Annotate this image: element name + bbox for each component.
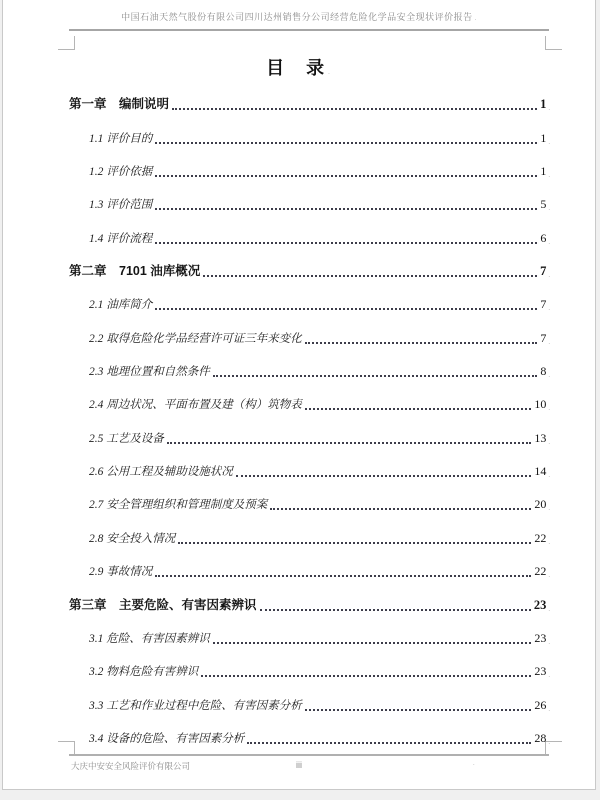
toc-entry-page-number: 13: [534, 430, 547, 445]
toc-entry-label: 3.1 危险、有害因素辨识: [89, 632, 210, 645]
toc-title-end-mark: .: [328, 70, 332, 76]
toc-entry[interactable]: [69, 386, 550, 419]
margin-crop-mark-top-right: [545, 36, 562, 50]
toc-entry-page-number: 7: [540, 264, 547, 279]
toc-entry-page-number: 22: [534, 564, 547, 579]
header-rule: [69, 29, 549, 31]
toc-entry-end-mark: .: [548, 439, 550, 446]
toc-entry-end-mark: .: [548, 339, 550, 346]
toc-entry-label: 第三章 主要危险、有害因素辨识: [69, 597, 257, 612]
page-header: [3, 10, 595, 23]
footer-rule: [69, 754, 549, 756]
toc-entry-page-number: 28: [534, 730, 547, 745]
toc-entry[interactable]: [69, 686, 550, 719]
toc-dot-leader: [155, 575, 531, 577]
toc-entry-label: 1.4 评价流程: [89, 232, 153, 245]
toc-entry-end-mark: .: [548, 473, 550, 480]
toc-entry-page-number: 14: [534, 464, 547, 479]
toc-entry-label: 2.9 事故情况: [89, 566, 153, 579]
toc-entry-end-mark: .: [548, 106, 550, 113]
toc-entry[interactable]: [69, 486, 550, 519]
toc-entry-end-mark: .: [548, 706, 550, 713]
toc-dot-leader: [305, 408, 532, 410]
toc-dot-leader: [172, 108, 537, 110]
toc-entry-end-mark: .: [548, 673, 550, 680]
toc-entry-label: 3.4 设备的危险、有害因素分析: [89, 732, 245, 745]
toc-dot-leader: [270, 508, 531, 510]
toc-title-text: 目 录: [266, 58, 327, 78]
toc-entry-label: 3.2 物料危险有害辨识: [89, 666, 199, 679]
toc-entry-label: 2.7 安全管理组织和管理制度及预案: [89, 499, 268, 512]
toc-entry-label: 2.8 安全投入情况: [89, 532, 176, 545]
toc-entry[interactable]: [69, 86, 550, 119]
margin-crop-mark-top-left: [58, 36, 75, 50]
toc-entry-end-mark: .: [548, 373, 550, 380]
toc-list: [69, 86, 550, 753]
toc-entry-end-mark: .: [548, 239, 550, 246]
toc-entry[interactable]: [69, 153, 550, 186]
toc-entry-label: 第一章 编制说明: [69, 97, 170, 112]
toc-entry[interactable]: [69, 286, 550, 319]
toc-dot-leader: [305, 709, 532, 711]
toc-dot-leader: [236, 475, 532, 477]
toc-entry-label: 2.6 公用工程及辅助设施状况: [89, 466, 233, 479]
toc-entry-label: 2.4 周边状况、平面布置及建（构）筑物表: [89, 399, 302, 412]
toc-entry-end-mark: .: [548, 639, 550, 646]
toc-entry[interactable]: [69, 219, 550, 252]
toc-entry-page-number: 22: [534, 530, 547, 545]
toc-entry[interactable]: [69, 319, 550, 352]
toc-entry-end-mark: .: [548, 139, 550, 146]
toc-entry-page-number: 7: [540, 330, 547, 345]
toc-entry[interactable]: [69, 620, 550, 653]
toc-entry[interactable]: [69, 586, 550, 619]
toc-entry[interactable]: [69, 186, 550, 219]
toc-dot-leader: [203, 275, 537, 277]
toc-entry-page-number: 5: [540, 197, 547, 212]
toc-entry-page-number: 1: [540, 97, 547, 112]
toc-dot-leader: [305, 342, 538, 344]
toc-entry-label: 3.3 工艺和作业过程中危险、有害因素分析: [89, 699, 302, 712]
toc-entry[interactable]: [69, 720, 550, 753]
toc-entry[interactable]: [69, 119, 550, 152]
toc-entry-page-number: 26: [534, 697, 547, 712]
toc-entry-page-number: 23: [533, 597, 547, 612]
toc-entry[interactable]: [69, 653, 550, 686]
toc-entry[interactable]: [69, 553, 550, 586]
footer-company: 大庆中安安全风险评价有限公司: [71, 761, 191, 771]
toc-dot-leader: [155, 175, 537, 177]
footer-end-mark: .: [473, 761, 475, 767]
toc-entry-page-number: 23: [534, 664, 547, 679]
toc-dot-leader: [247, 742, 531, 744]
toc-entry-end-mark: .: [548, 306, 550, 313]
toc-entry-page-number: 23: [534, 630, 547, 645]
toc-entry-end-mark: .: [548, 606, 550, 613]
toc-entry-page-number: 7: [540, 297, 547, 312]
toc-entry-page-number: 6: [540, 230, 547, 245]
toc-dot-leader: [155, 242, 537, 244]
toc-entry-label: 1.3 评价范围: [89, 199, 153, 212]
toc-entry-end-mark: .: [548, 539, 550, 546]
toc-entry[interactable]: [69, 419, 550, 452]
toc-entry-label: 2.3 地理位置和自然条件: [89, 366, 210, 379]
document-page: [2, 0, 596, 790]
toc-entry-page-number: 1: [540, 164, 547, 179]
toc-entry-label: 1.2 评价依据: [89, 166, 153, 179]
toc-entry-page-number: 8: [540, 364, 547, 379]
toc-dot-leader: [260, 609, 531, 611]
toc-entry-label: 2.5 工艺及设备: [89, 432, 164, 445]
toc-entry-end-mark: .: [548, 739, 550, 746]
toc-entry-label: 第二章 7101 油库概况: [69, 264, 201, 279]
toc-entry-end-mark: .: [548, 573, 550, 580]
toc-entry-page-number: 10: [534, 397, 547, 412]
toc-entry[interactable]: [69, 253, 550, 286]
footer-page-number: iii: [296, 760, 302, 770]
toc-entry-end-mark: .: [548, 206, 550, 213]
toc-entry-end-mark: .: [548, 173, 550, 180]
toc-entry[interactable]: [69, 353, 550, 386]
toc-dot-leader: [213, 642, 532, 644]
toc-title: [3, 54, 595, 80]
toc-dot-leader: [155, 142, 537, 144]
toc-entry-label: 1.1 评价目的: [89, 132, 153, 145]
toc-dot-leader: [178, 542, 531, 544]
toc-entry-end-mark: .: [548, 273, 550, 280]
header-title: 中国石油天然气股份有限公司四川达州销售分公司经营危险化学品安全现状评价报告: [121, 12, 473, 22]
toc-dot-leader: [201, 675, 531, 677]
toc-entry-page-number: 20: [534, 497, 547, 512]
toc-entry-label: 2.2 取得危险化学品经营许可证三年来变化: [89, 332, 302, 345]
header-end-mark: .: [474, 16, 477, 22]
toc-dot-leader: [155, 308, 537, 310]
toc-entry-end-mark: .: [548, 406, 550, 413]
toc-entry-label: 2.1 油库简介: [89, 299, 153, 312]
toc-dot-leader: [155, 208, 537, 210]
toc-entry-page-number: 1: [540, 130, 547, 145]
toc-entry-end-mark: .: [548, 506, 550, 513]
toc-dot-leader: [167, 442, 532, 444]
toc-entry[interactable]: [69, 519, 550, 552]
toc-dot-leader: [213, 375, 538, 377]
toc-entry[interactable]: [69, 453, 550, 486]
